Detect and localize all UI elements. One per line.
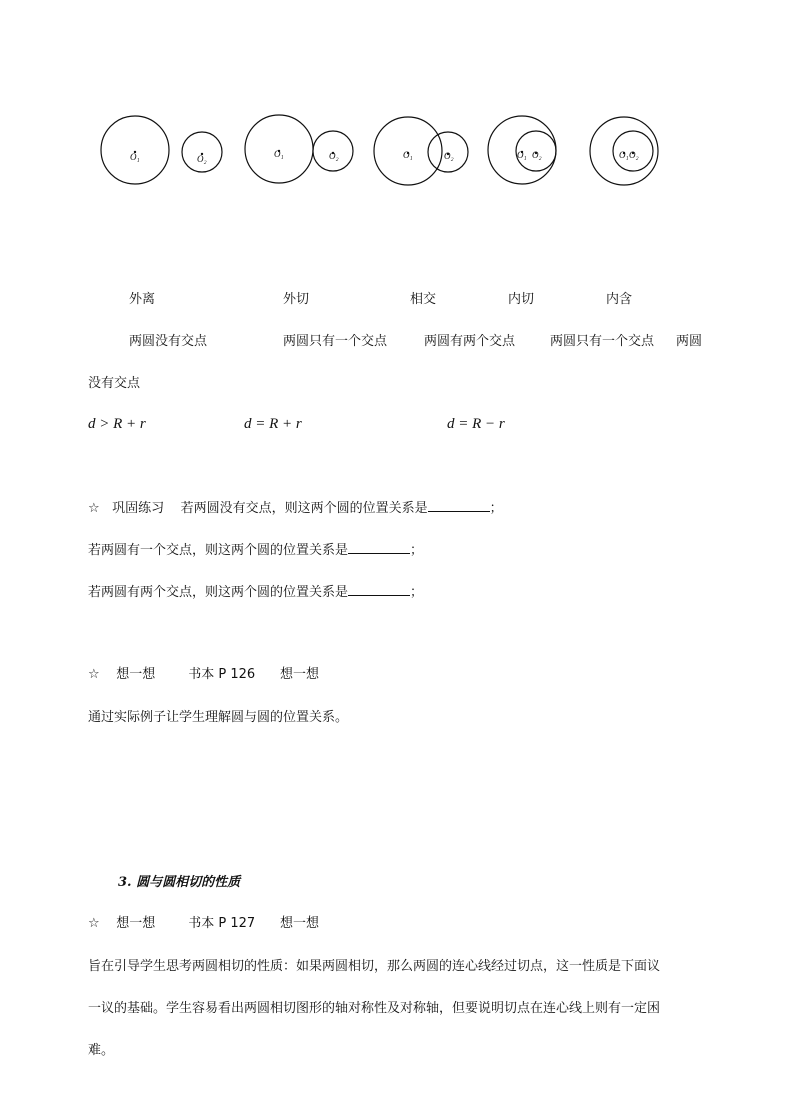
practice-question-1: 若两圆没有交点，则这两个圆的位置关系是 [180,501,428,516]
center-label-big-4: O₁ [517,150,527,160]
circle-big-1 [101,116,169,184]
practice-punct-2: ； [410,543,424,558]
center-label-small-5: O₂ [629,150,639,160]
relation-desc-contain: 两圆 [676,334,703,349]
practice-punct-3: ； [410,585,424,600]
center-label-small-2: O₂ [329,151,339,161]
think-body-1: 通过实际例子让学生理解圆与圆的位置关系。 [88,710,349,725]
think-title-2: 想一想 [279,916,319,931]
think-line-2 [88,912,319,931]
relation-desc-separate: 两圆没有交点 [129,334,208,349]
think-title: 想一想 [116,916,156,931]
center-label-big-1: O₁ [130,152,140,162]
center-label-big-5: O₁ [619,150,629,160]
relation-desc-continuation: 没有交点 [88,376,141,391]
book-reference: 书本 P 127 [188,916,256,931]
practice-line-1 [88,497,503,516]
think-body-2-line-2: 一议的基础。学生容易看出两圆相切图形的轴对称性及对称轴，但要说明切点在连心线上则有一定困 [88,1001,661,1016]
practice-question-3: 若两圆有两个交点，则这两个圆的位置关系是 [88,585,349,600]
section-heading: 3. 圆与圆相切的性质 [118,875,241,890]
center-label-big-3: O₁ [403,150,413,160]
center-label-small-1: O₂ [197,154,207,164]
think-body-2-line-3: 难。 [88,1043,115,1058]
think-title-2: 想一想 [279,667,319,682]
formula-outer-tangent: d = R + r [244,416,302,432]
answer-blank-2[interactable] [348,541,410,554]
answer-blank-1[interactable] [428,499,490,512]
answer-blank-3[interactable] [348,583,410,596]
relation-label-intersect: 相交 [410,292,437,307]
star-icon: ☆ [88,916,100,931]
practice-question-2: 若两圆有一个交点，则这两个圆的位置关系是 [88,543,349,558]
center-label-big-2: O₁ [274,149,284,159]
center-label-small-4: O₂ [532,150,542,160]
relation-desc-intersect: 两圆有两个交点 [424,334,516,349]
think-body-2-line-1: 旨在引导学生思考两圆相切的性质：如果两圆相切，那么两圆的连心线经过切点，这一性质是下面议 [88,959,661,974]
think-title: 想一想 [116,667,156,682]
book-reference: 书本 P 126 [188,667,256,682]
star-icon: ☆ [88,667,100,682]
relation-label-inner-tangent: 内切 [508,292,535,307]
practice-line-3 [88,581,423,600]
relation-desc-inner-tangent: 两圆只有一个交点 [550,334,655,349]
relation-desc-outer-tangent: 两圆只有一个交点 [283,334,388,349]
relation-label-separate: 外离 [129,292,156,307]
practice-title: 巩固练习 [112,501,165,516]
think-line-1 [88,663,319,682]
circle-relations-diagram [0,0,790,230]
practice-line-2 [88,539,423,558]
star-icon: ☆ [88,501,100,516]
practice-punct-1: ； [489,501,503,516]
formula-inner-tangent: d = R − r [447,416,505,432]
circle-small-1 [182,132,222,172]
relation-label-contain: 内含 [606,292,633,307]
relation-label-outer-tangent: 外切 [283,292,310,307]
center-label-small-3: O₂ [444,151,454,161]
formula-separate: d > R + r [88,416,146,432]
